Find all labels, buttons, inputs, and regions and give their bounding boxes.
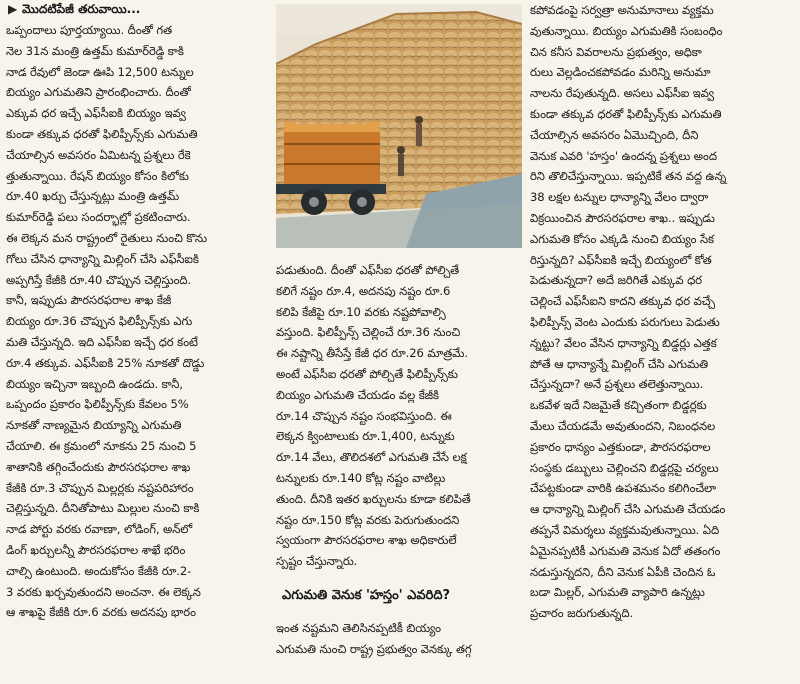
article-column-2	[276, 0, 522, 660]
text-line: కుమార్‌రెడ్డి పలు సందర్భాల్లో ప్రకటించారు.	[6, 210, 191, 225]
text-line: ఒప్పందాలు పూర్తయ్యాయి. దీంతో గత	[6, 23, 173, 37]
text-line: పెడుతున్నదా? అదే జరిగితే ఎక్కువ ధర	[530, 273, 702, 288]
text-line: నడుస్తున్నదని, దీని వెనుక ఏపీకి చెందిన ఓ	[530, 564, 716, 579]
text-line: ప్రకారం ధాన్యం ఎత్తకుండా, పౌరసరఫరాల	[530, 439, 711, 454]
text-line: స్వయంగా పౌరసరఫరాల శాఖ అధికారులే	[276, 533, 457, 548]
text-line: కుండా తక్కువ ధరతో ఫిలిప్పీన్స్‌కు ఎగుమతి	[6, 126, 198, 141]
text-line: ప్రచారం జరుగుతున్నది.	[530, 606, 633, 621]
text-line: రూ.40 ఖర్చు చేస్తున్నట్లు మంత్రి ఉత్తమ్	[6, 189, 179, 204]
text-line: ఫిలిప్పీన్స్ వెంట ఎందుకు పరుగులు పెడుతు	[530, 314, 720, 329]
text-line: 38 లక్షల టన్నుల ధాన్యాన్ని వేలం ద్వారా	[530, 190, 709, 205]
text-line: తప్పనే విమర్శలు వ్యక్తమవుతున్నాయి. ఏది	[530, 522, 720, 537]
text-line: 3 వరకు ఖర్చవుతుందని అంచనా. ఈ లెక్కన	[6, 584, 201, 599]
continued-label: మొదటిపేజీ తరువాయి...	[22, 2, 141, 16]
text-line: ఒప్పందం ప్రకారం ఫిలిప్పీన్స్‌కు కేవలం 5%	[6, 397, 189, 412]
text-line: చెల్లించే ఎఫ్‌సీఐని కాదని తక్కువ ధర వచ్చే	[530, 294, 715, 309]
text-line: రిని తొలిచేస్తున్నాయి. ఇప్పటికే తన వద్ద ఉన్న	[530, 169, 727, 184]
text-line: ఈ నష్టాన్ని తీసేస్తే కేజీ ధర రూ.26 మాత్రమే.	[276, 346, 468, 361]
text-line: చెల్లిస్తున్నది. దీనితోపాటు మిల్లుల నుంచి కాకి	[6, 501, 200, 516]
column-2-text	[276, 260, 522, 572]
text-line: లెక్కన క్వింటాలుకు రూ.1,400, టన్నుకు	[276, 429, 455, 444]
text-line: ఏమైనప్పటికీ ఎగుమతి వెనుక ఏదో తతంగం	[530, 543, 721, 558]
text-line: కేజీకి రూ.3 చొప్పున మిల్లర్లకు నష్టపరిహారం	[6, 480, 194, 495]
text-line: స్పష్టం చేస్తున్నారు.	[276, 554, 358, 569]
text-line: నాడ పోర్టు వరకు రవాణా, లోడింగ్, అన్‌లో	[6, 522, 193, 537]
text-line: వెనుక ఎవరి 'హస్తం' ఉందన్న ప్రశ్నలు అంద	[530, 148, 717, 163]
text-line: విక్రయించిన పౌరసరఫరాల శాఖ.. ఇప్పుడు	[530, 210, 715, 225]
text-line: ఒకవేళ ఇదే నిజమైతే కచ్చితంగా బిడ్డర్లకు	[530, 398, 707, 413]
text-line: ఇంత నష్టమని తెలిసినప్పటికీ బియ్యం	[276, 620, 441, 635]
text-line: టన్నులకు రూ.140 కోట్ల నష్టం వాటిల్లు	[276, 470, 446, 485]
text-line: కలిగే నష్టం రూ.4, అదనపు నష్టం రూ.6	[276, 283, 451, 298]
triangle-arrow-icon: ▶	[8, 2, 18, 16]
text-line: నూకతో నాణ్యమైన బియ్యాన్ని ఎగుమతి	[6, 418, 182, 433]
text-line: రులు వెల్లడించకపోవడం మరిన్ని అనుమా	[530, 65, 711, 80]
column-2-text-after-subheading	[276, 618, 522, 660]
text-line: కలిపి కేజీపై రూ.10 వరకు నష్టపోవాల్సి	[276, 304, 446, 319]
text-line: ఎగుమతి కోసం ఎక్కడి నుంచి బియ్యం సేక	[530, 231, 714, 246]
text-line: ఈ లెక్కన మన రాష్ట్రంలో రైతులు నుంచి కొను	[6, 230, 207, 245]
text-line: రూ.14 వేలు, తొలిదశలో ఎగుమతి చేసే లక్ష	[276, 450, 467, 465]
text-line: అంటే ఎఫ్‌సీఐ ధరతో పోల్చితే ఫిలిప్పీన్స్‌కు	[276, 366, 458, 381]
article-column-1	[6, 0, 268, 623]
text-line: మతి చేస్తున్నది. ఇది ఎఫ్‌సీఐ ఇచ్చే ధర కంటే	[6, 334, 198, 349]
text-line: బియ్యం రూ.36 చొప్పున ఫిలిప్పీన్స్‌కు ఎగు	[6, 314, 193, 329]
text-line: కుండా తక్కువ ధరతో ఫిలిప్పీన్స్‌కు ఎగుమతి	[530, 106, 722, 121]
text-line: ఎక్కువ ధర ఇచ్చే ఎఫ్‌సీఐకి బియ్యం ఇవ్వ	[6, 106, 186, 121]
text-line: పోతే ఆ ధాన్యాన్నే మిల్లింగ్ చేసి ఎగుమతి	[530, 356, 709, 371]
text-line: బియ్యం ఎగుమతి చేయడం వల్ల కేజీకి	[276, 387, 439, 402]
text-line: బియ్యం ఎగుమతిని ప్రారంభించారు. దీంతో	[6, 85, 191, 100]
text-line: బడా మిల్లర్, ఎగుమతి వ్యాపారి ఉన్నట్లు	[530, 585, 705, 600]
text-line: వుతున్నాయి. బియ్యం ఎగుమతికి సంబంధిం	[530, 23, 723, 38]
text-line: గోలు చేసిన ధాన్యాన్ని మిల్లింగ్ చేసి ఎఫ్‌సీఐకి	[6, 251, 199, 266]
article-column-3	[530, 0, 794, 624]
text-line: నెల 31న మంత్రి ఉత్తమ్ కుమార్‌రెడ్డి కాకి	[6, 43, 184, 58]
text-line: చిన కనీస వివరాలను ప్రభుత్వం, అధికా	[530, 44, 702, 59]
text-line: శాతానికి తగ్గించేందుకు పౌరసరఫరాల శాఖ	[6, 459, 191, 474]
continued-from-front-page	[6, 0, 268, 18]
text-line: రిస్తున్నది? ఎఫ్‌సీఐకి ఇచ్చే బియ్యంలో కోత	[530, 252, 712, 267]
text-line: పడుతుంది. దీంతో ఎఫ్‌సీఐ ధరతో పోల్చితే	[276, 263, 460, 277]
text-line: సంస్థకు డబ్బులు చెల్లించని బిడ్డర్లపై చర్యలు	[530, 460, 719, 475]
text-line: తుంది. దీనికి ఇతర ఖర్చులను కూడా కలిపితే	[276, 491, 471, 506]
text-line: డింగ్ ఖర్చులన్నీ పౌరసరఫరాల శాఖే భరిం	[6, 542, 186, 557]
text-line: చేస్తున్నదా? అనే ప్రశ్నలు తలెత్తున్నాయి.	[530, 377, 704, 392]
text-line: ఆ ధాన్యాన్ని మిల్లింగ్ చేసి ఎగుమతి చేయడం	[530, 502, 726, 517]
text-line: నాలను రేపుతున్నది. అసలు ఎఫ్‌సీఐ ఇవ్వ	[530, 86, 715, 101]
text-line: మేలు చేయడమే అవుతుందని, నిబంధనల	[530, 418, 716, 433]
text-line: రూ.14 చొప్పున నష్టం సంభవిస్తుంది. ఈ	[276, 408, 452, 423]
text-line: చాల్సి ఉంటుంది. అందుకోసం కేజీకి రూ.2-	[6, 563, 192, 578]
text-line: కానీ, ఇప్పుడు పౌరసరఫరాల శాఖ కేజీ	[6, 293, 172, 308]
text-line: నాడ రేవులో జెండా ఊపి 12,500 టన్నుల	[6, 64, 194, 79]
column-1-text	[6, 20, 268, 623]
text-line: అప్పగిస్తే కేజీకి రూ.40 చొప్పున చెల్లిస్తుంది.	[6, 272, 192, 287]
text-line: బియ్యం ఇచ్చినా ఇబ్బంది ఉండదు. కానీ,	[6, 376, 183, 391]
text-line: వస్తుంది. ఫిలిప్పీన్స్ చెల్లించే రూ.36 నుంచి	[276, 325, 461, 340]
text-line: ఆ శాఖపై కేజీకి రూ.6 వరకు అదనపు భారం	[6, 605, 196, 620]
subheading: ఎగుమతి వెనుక 'హస్తం' ఎవరిది?	[282, 587, 451, 603]
text-line: కపోవడంపై సర్వత్రా అనుమానాలు వ్యక్తమ	[530, 3, 714, 17]
rice-bags-photo	[276, 4, 522, 248]
text-line: చేయాల్సిన అవసరం ఏమిటన్న ప్రశ్నలు రేకె	[6, 147, 191, 162]
text-line: త్తుతున్నాయి. రేషన్ బియ్యం కోసం కిలోకు	[6, 168, 189, 183]
text-line: న్నట్టు? వేలం వేసిన ధాన్యాన్ని బిడ్డర్లు ఎత్తక	[530, 335, 717, 350]
text-line: చేపట్టకుండా వారికి ఉపశమనం కలిగించేలా	[530, 481, 717, 496]
text-line: చేయాలి. ఈ క్రమంలో నూకను 25 నుంచి 5	[6, 438, 197, 453]
column-3-text	[530, 0, 794, 624]
text-line: చేయాల్సిన అవసరం ఏమొచ్చింది, దీని	[530, 127, 699, 142]
text-line: ఎగుమతి నుంచి రాష్ట్ర ప్రభుత్వం వెనక్కు తగ్గ	[276, 641, 472, 656]
text-line: రూ.4 తక్కువ. ఎఫ్‌సీఐకి 25% నూకతో దొడ్డు	[6, 355, 205, 370]
text-line: నష్టం రూ.150 కోట్ల వరకు పెరుగుతుందని	[276, 512, 460, 527]
